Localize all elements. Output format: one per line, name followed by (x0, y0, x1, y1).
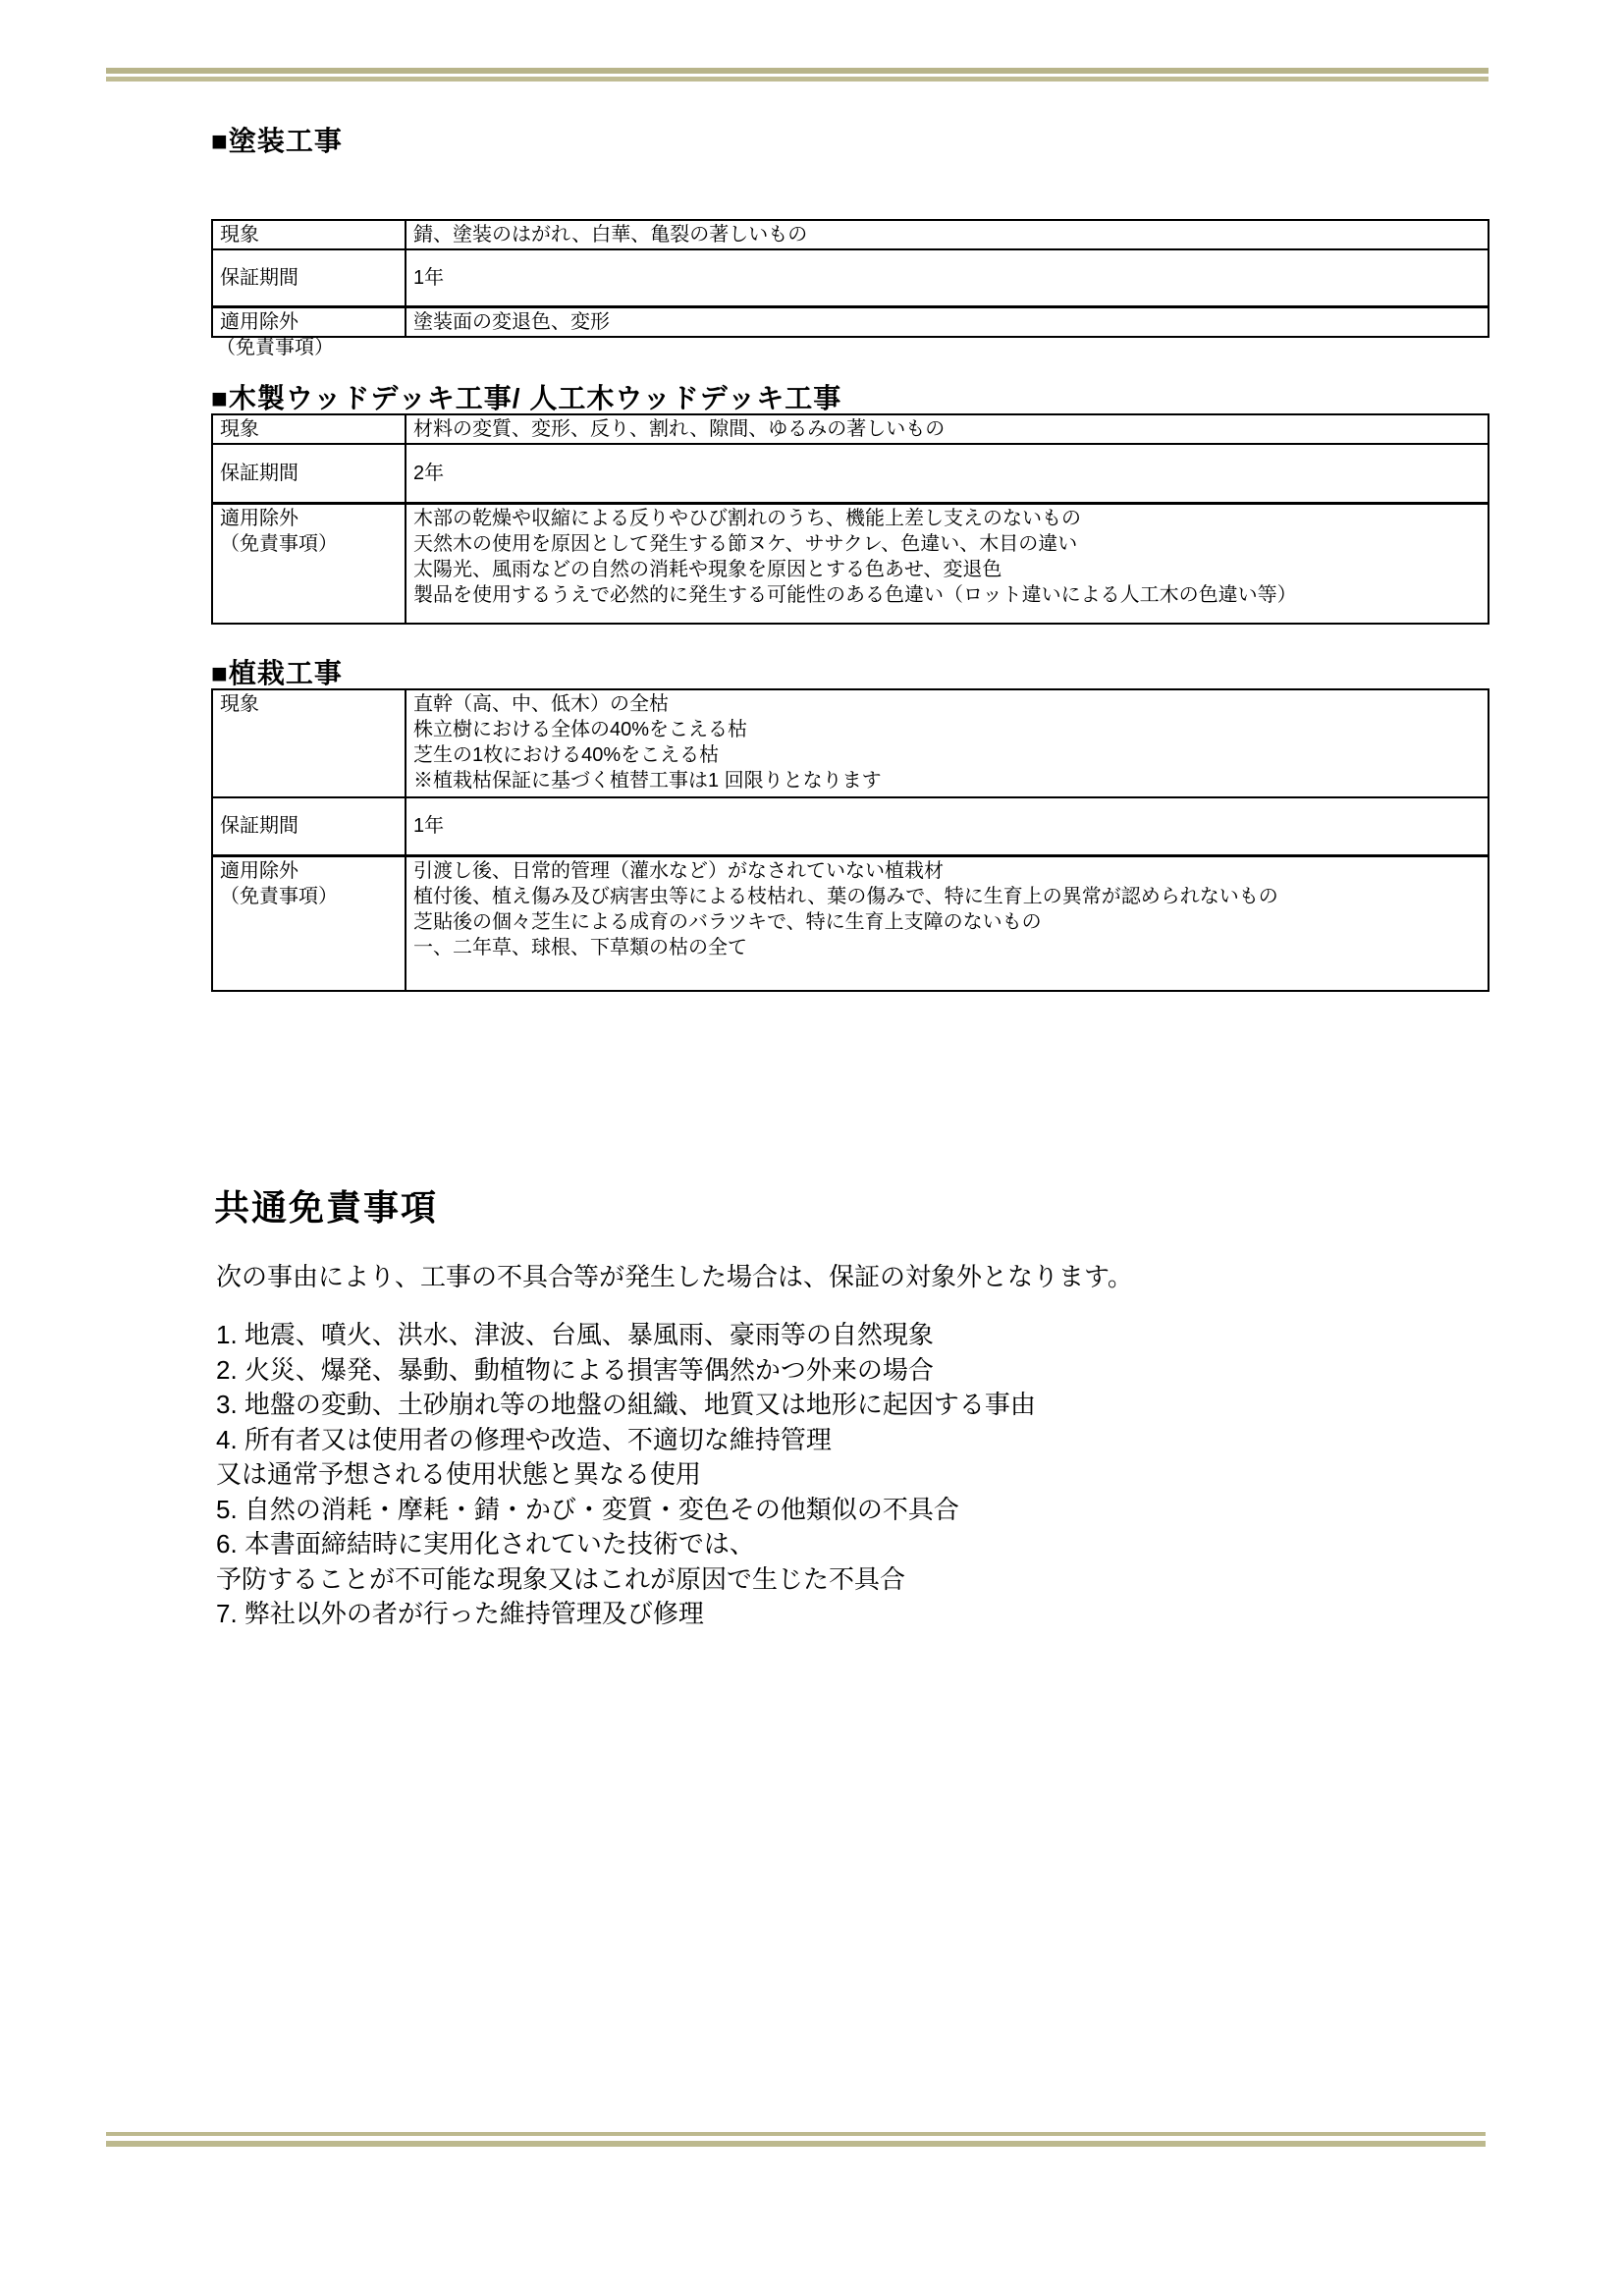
row-value-line: 天然木の使用を原因として発生する節ヌケ、ササクレ、色違い、木目の違い (413, 532, 1078, 555)
row-label (212, 503, 406, 624)
warranty-table-painting (211, 219, 1489, 338)
common-item: 7. 弊社以外の者が行った維持管理及び修理 (216, 1599, 704, 1628)
row-label: 現象 (212, 220, 406, 249)
row-value (406, 855, 1489, 991)
top-rule-lower (106, 77, 1489, 82)
row-label (212, 855, 406, 991)
row-value-line: 株立樹における全体の40%をこえる枯 (413, 719, 748, 740)
table-row-exclusions (212, 503, 1489, 624)
row-value-line: 直幹（高、中、低木）の全枯 (413, 693, 669, 715)
row-value-line: 植付後、植え傷み及び病害虫等による枝枯れ、葉の傷みで、特に生育上の異常が認められないもの (413, 885, 1278, 907)
section-heading-painting: ■塗装工事 (211, 126, 343, 156)
row-value-line: 製品を使用するうえで必然的に発生する可能性のある色違い（ロット違いによる人工木の色違い等） (413, 583, 1297, 606)
common-item: 2. 火災、爆発、暴動、動植物による損害等偶然かつ外来の場合 (216, 1354, 934, 1385)
row-value: 塗装面の変退色、変形 (406, 306, 1489, 337)
section-heading-wood-deck: ■木製ウッドデッキ工事/ 人工木ウッドデッキ工事 (211, 383, 842, 413)
common-item-continuation: 予防することが不可能な現象又はこれが原因で生じた不具合 (216, 1563, 906, 1594)
row-value: 材料の変質、変形、反り、割れ、隙間、ゆるみの著しいもの (406, 414, 1489, 444)
common-exemptions-list (216, 1318, 1036, 1632)
row-label: 適用除外 (212, 306, 406, 337)
row-label: 現象 (212, 414, 406, 444)
table-row-exclusions (212, 306, 1489, 337)
table-row-phenomenon (212, 414, 1489, 444)
row-label: 保証期間 (212, 249, 406, 306)
common-exemptions-intro: 次の事由により、工事の不具合等が発生した場合は、保証の対象外となります。 (216, 1262, 1133, 1291)
table-row-phenomenon (212, 689, 1489, 797)
section-heading-planting: ■植栽工事 (211, 658, 343, 688)
row-label-line: （免責事項） (220, 532, 338, 555)
row-value: 1年 (406, 249, 1489, 306)
top-rule-upper (106, 68, 1489, 74)
table-row-warranty-period (212, 249, 1489, 306)
row-value-line: 一、二年草、球根、下草類の枯の全て (413, 936, 747, 958)
common-item: 5. 自然の消耗・摩耗・錆・かび・変質・変色その他類似の不具合 (216, 1494, 959, 1524)
row-value (406, 689, 1489, 797)
row-value (406, 503, 1489, 624)
bottom-rule-lower (106, 2141, 1486, 2147)
common-item: 6. 本書面締結時に実用化されていた技術では、 (216, 1529, 755, 1558)
row-value-line: 木部の乾燥や収縮による反りやひび割れのうち、機能上差し支えのないもの (413, 507, 1081, 529)
row-label: 保証期間 (212, 797, 406, 855)
row-value-line: ※植栽枯保証に基づく植替工事は1 回限りとなります (413, 770, 882, 792)
row-value: 錆、塗装のはがれ、白華、亀裂の著しいもの (406, 220, 1489, 249)
table-row-phenomenon (212, 220, 1489, 249)
table-row-warranty-period (212, 444, 1489, 503)
bottom-rule-upper (106, 2132, 1486, 2136)
table-row-warranty-period (212, 797, 1489, 855)
row-value-line: 芝貼後の個々芝生による成育のバラツキで、特に生育上支障のないもの (413, 910, 1042, 933)
common-exemptions-heading: 共通免責事項 (214, 1187, 439, 1228)
common-item: 3. 地盤の変動、土砂崩れ等の地盤の組織、地質又は地形に起因する事由 (216, 1390, 1036, 1419)
common-item: 4. 所有者又は使用者の修理や改造、不適切な維持管理 (216, 1424, 832, 1454)
row-label-line: （免責事項） (220, 885, 338, 907)
row-label-line: 適用除外 (220, 859, 298, 882)
warranty-table-wood-deck (211, 413, 1489, 625)
row-label: 保証期間 (212, 444, 406, 503)
exemption-note-overflow: （免責事項） (216, 337, 334, 358)
warranty-table-planting (211, 688, 1489, 992)
row-label-line: 適用除外 (220, 507, 298, 529)
row-value: 1年 (406, 797, 1489, 855)
row-label: 現象 (212, 689, 406, 797)
row-value-line: 引渡し後、日常的管理（灌水など）がなされていない植栽材 (413, 859, 944, 882)
common-item: 1. 地震、噴火、洪水、津波、台風、暴風雨、豪雨等の自然現象 (216, 1320, 934, 1349)
row-value-line: 太陽光、風雨などの自然の消耗や現象を原因とする色あせ、変退色 (413, 558, 1002, 580)
row-value: 2年 (406, 444, 1489, 503)
table-row-exclusions (212, 855, 1489, 991)
row-value-line: 芝生の1枚における40%をこえる枯 (413, 744, 720, 766)
common-item-continuation: 又は通常予想される使用状態と異なる使用 (216, 1459, 702, 1489)
